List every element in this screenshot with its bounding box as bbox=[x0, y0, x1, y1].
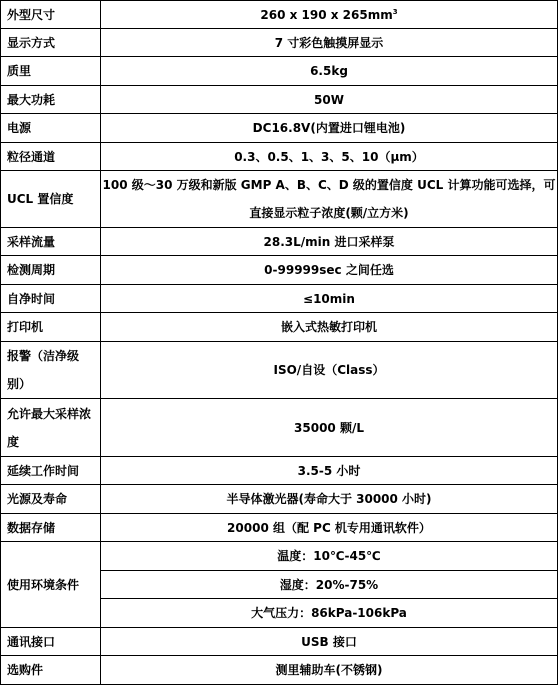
row-value: ISO/自设（Class） bbox=[101, 342, 558, 399]
unit-superscript: 3 bbox=[392, 7, 398, 16]
row-value: USB 接口 bbox=[101, 628, 558, 656]
dimensions-text: 260 x 190 x 265mm bbox=[260, 7, 393, 22]
table-row bbox=[1, 285, 558, 313]
table-row bbox=[1, 457, 558, 485]
row-label: UCL 置信度 bbox=[1, 171, 101, 228]
row-label: 允许最大采样浓度 bbox=[1, 399, 101, 457]
environment-label: 使用环境条件 bbox=[1, 542, 101, 628]
row-value: 50W bbox=[101, 86, 558, 114]
row-value: ≤10min bbox=[101, 285, 558, 313]
row-label: 打印机 bbox=[1, 313, 101, 342]
row-label: 电源 bbox=[1, 114, 101, 143]
row-value: 半导体激光器(寿命大于 30000 小时) bbox=[101, 485, 558, 514]
table-row bbox=[1, 143, 558, 171]
row-value: 6.5kg bbox=[101, 57, 558, 86]
table-row bbox=[1, 342, 558, 399]
row-label: 自净时间 bbox=[1, 285, 101, 313]
table-row bbox=[1, 542, 558, 571]
row-label: 最大功耗 bbox=[1, 86, 101, 114]
table-row bbox=[1, 656, 558, 685]
row-label: 延续工作时间 bbox=[1, 457, 101, 485]
row-label: 通讯接口 bbox=[1, 628, 101, 656]
table-row bbox=[1, 29, 558, 57]
row-label: 采样流量 bbox=[1, 228, 101, 256]
table-row bbox=[1, 399, 558, 457]
row-label: 外型尺寸 bbox=[1, 1, 101, 29]
environment-temperature: 温度：10℃-45℃ bbox=[101, 542, 558, 571]
row-value: 7 寸彩色触摸屏显示 bbox=[101, 29, 558, 57]
row-value: 28.3L/min 进口采样泵 bbox=[101, 228, 558, 256]
row-value: 3.5-5 小时 bbox=[101, 457, 558, 485]
row-label: 报警（洁净级别） bbox=[1, 342, 101, 399]
row-label: 光源及寿命 bbox=[1, 485, 101, 514]
table-row bbox=[1, 514, 558, 542]
row-value: 35000 颗/L bbox=[101, 399, 558, 457]
row-label: 检测周期 bbox=[1, 256, 101, 285]
row-value: 0.3、0.5、1、3、5、10（μm） bbox=[101, 143, 558, 171]
row-label: 选购件 bbox=[1, 656, 101, 685]
table-row bbox=[1, 313, 558, 342]
table-row bbox=[1, 228, 558, 256]
row-label: 质里 bbox=[1, 57, 101, 86]
row-value: 0-99999sec 之间任选 bbox=[101, 256, 558, 285]
table-row bbox=[1, 171, 558, 228]
table-row bbox=[1, 256, 558, 285]
row-value: 嵌入式热敏打印机 bbox=[101, 313, 558, 342]
row-label: 数据存储 bbox=[1, 514, 101, 542]
table-row bbox=[1, 86, 558, 114]
row-value: DC16.8V(内置进口锂电池) bbox=[101, 114, 558, 143]
table-row bbox=[1, 485, 558, 514]
table-row bbox=[1, 114, 558, 143]
table-row bbox=[1, 1, 558, 29]
row-value: 测里辅助车(不锈钢) bbox=[101, 656, 558, 685]
row-label: 粒径通道 bbox=[1, 143, 101, 171]
row-value: 20000 组（配 PC 机专用通讯软件） bbox=[101, 514, 558, 542]
row-value: 100 级～30 万级和新版 GMP A、B、C、D 级的置信度 UCL 计算功能可选择，可直接显示粒子浓度(颗/立方米) bbox=[101, 171, 558, 228]
environment-humidity: 湿度：20%-75% bbox=[101, 571, 558, 599]
table-row bbox=[1, 628, 558, 656]
table-row bbox=[1, 57, 558, 86]
row-value bbox=[101, 1, 558, 29]
environment-pressure: 大气压力：86kPa-106kPa bbox=[101, 599, 558, 628]
row-label: 显示方式 bbox=[1, 29, 101, 57]
